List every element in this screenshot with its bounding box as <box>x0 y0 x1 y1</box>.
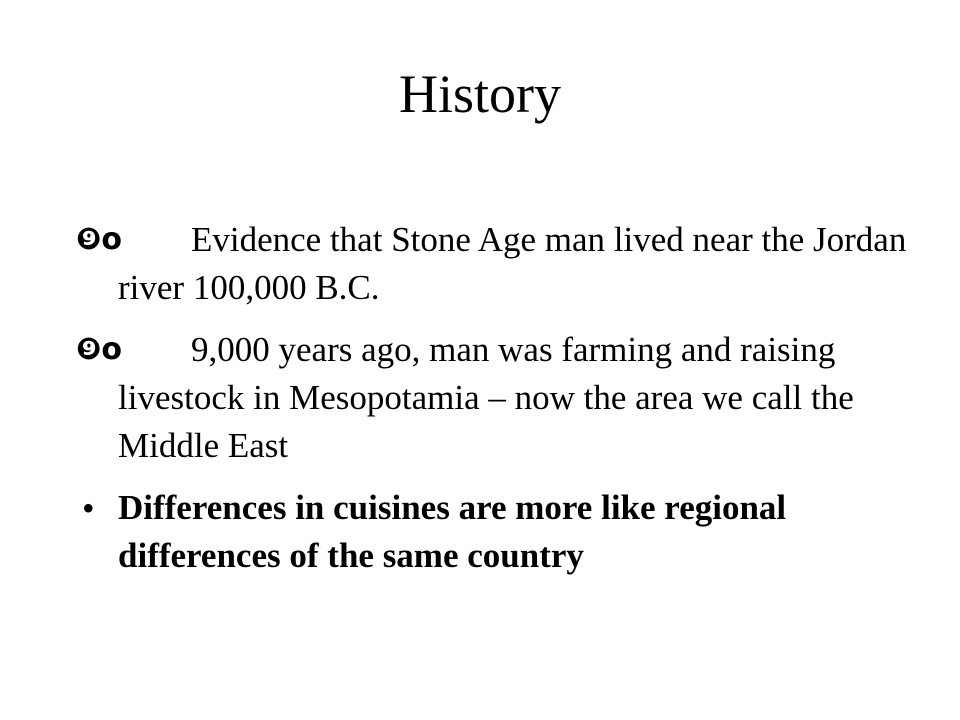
bullet-marker-icon: ❾o <box>76 222 123 257</box>
bullet-dot-icon: • <box>82 488 95 528</box>
bullet-item-cuisines <box>76 484 916 580</box>
slide-title: History <box>399 64 561 124</box>
bullet-item-mesopotamia <box>76 326 916 470</box>
bullet-list <box>76 216 916 594</box>
bullet-item-stone-age <box>76 216 916 312</box>
bullet-text: Differences in cuisines are more like regional differences of the same country <box>118 488 787 575</box>
bullet-marker-icon: ❾o <box>76 332 123 367</box>
bullet-text: 9,000 years ago, man was farming and raising livestock in Mesopotamia – now the area we call the Middle East <box>118 330 854 465</box>
bullet-text: Evidence that Stone Age man lived near the Jordan river 100,000 B.C. <box>118 220 907 307</box>
